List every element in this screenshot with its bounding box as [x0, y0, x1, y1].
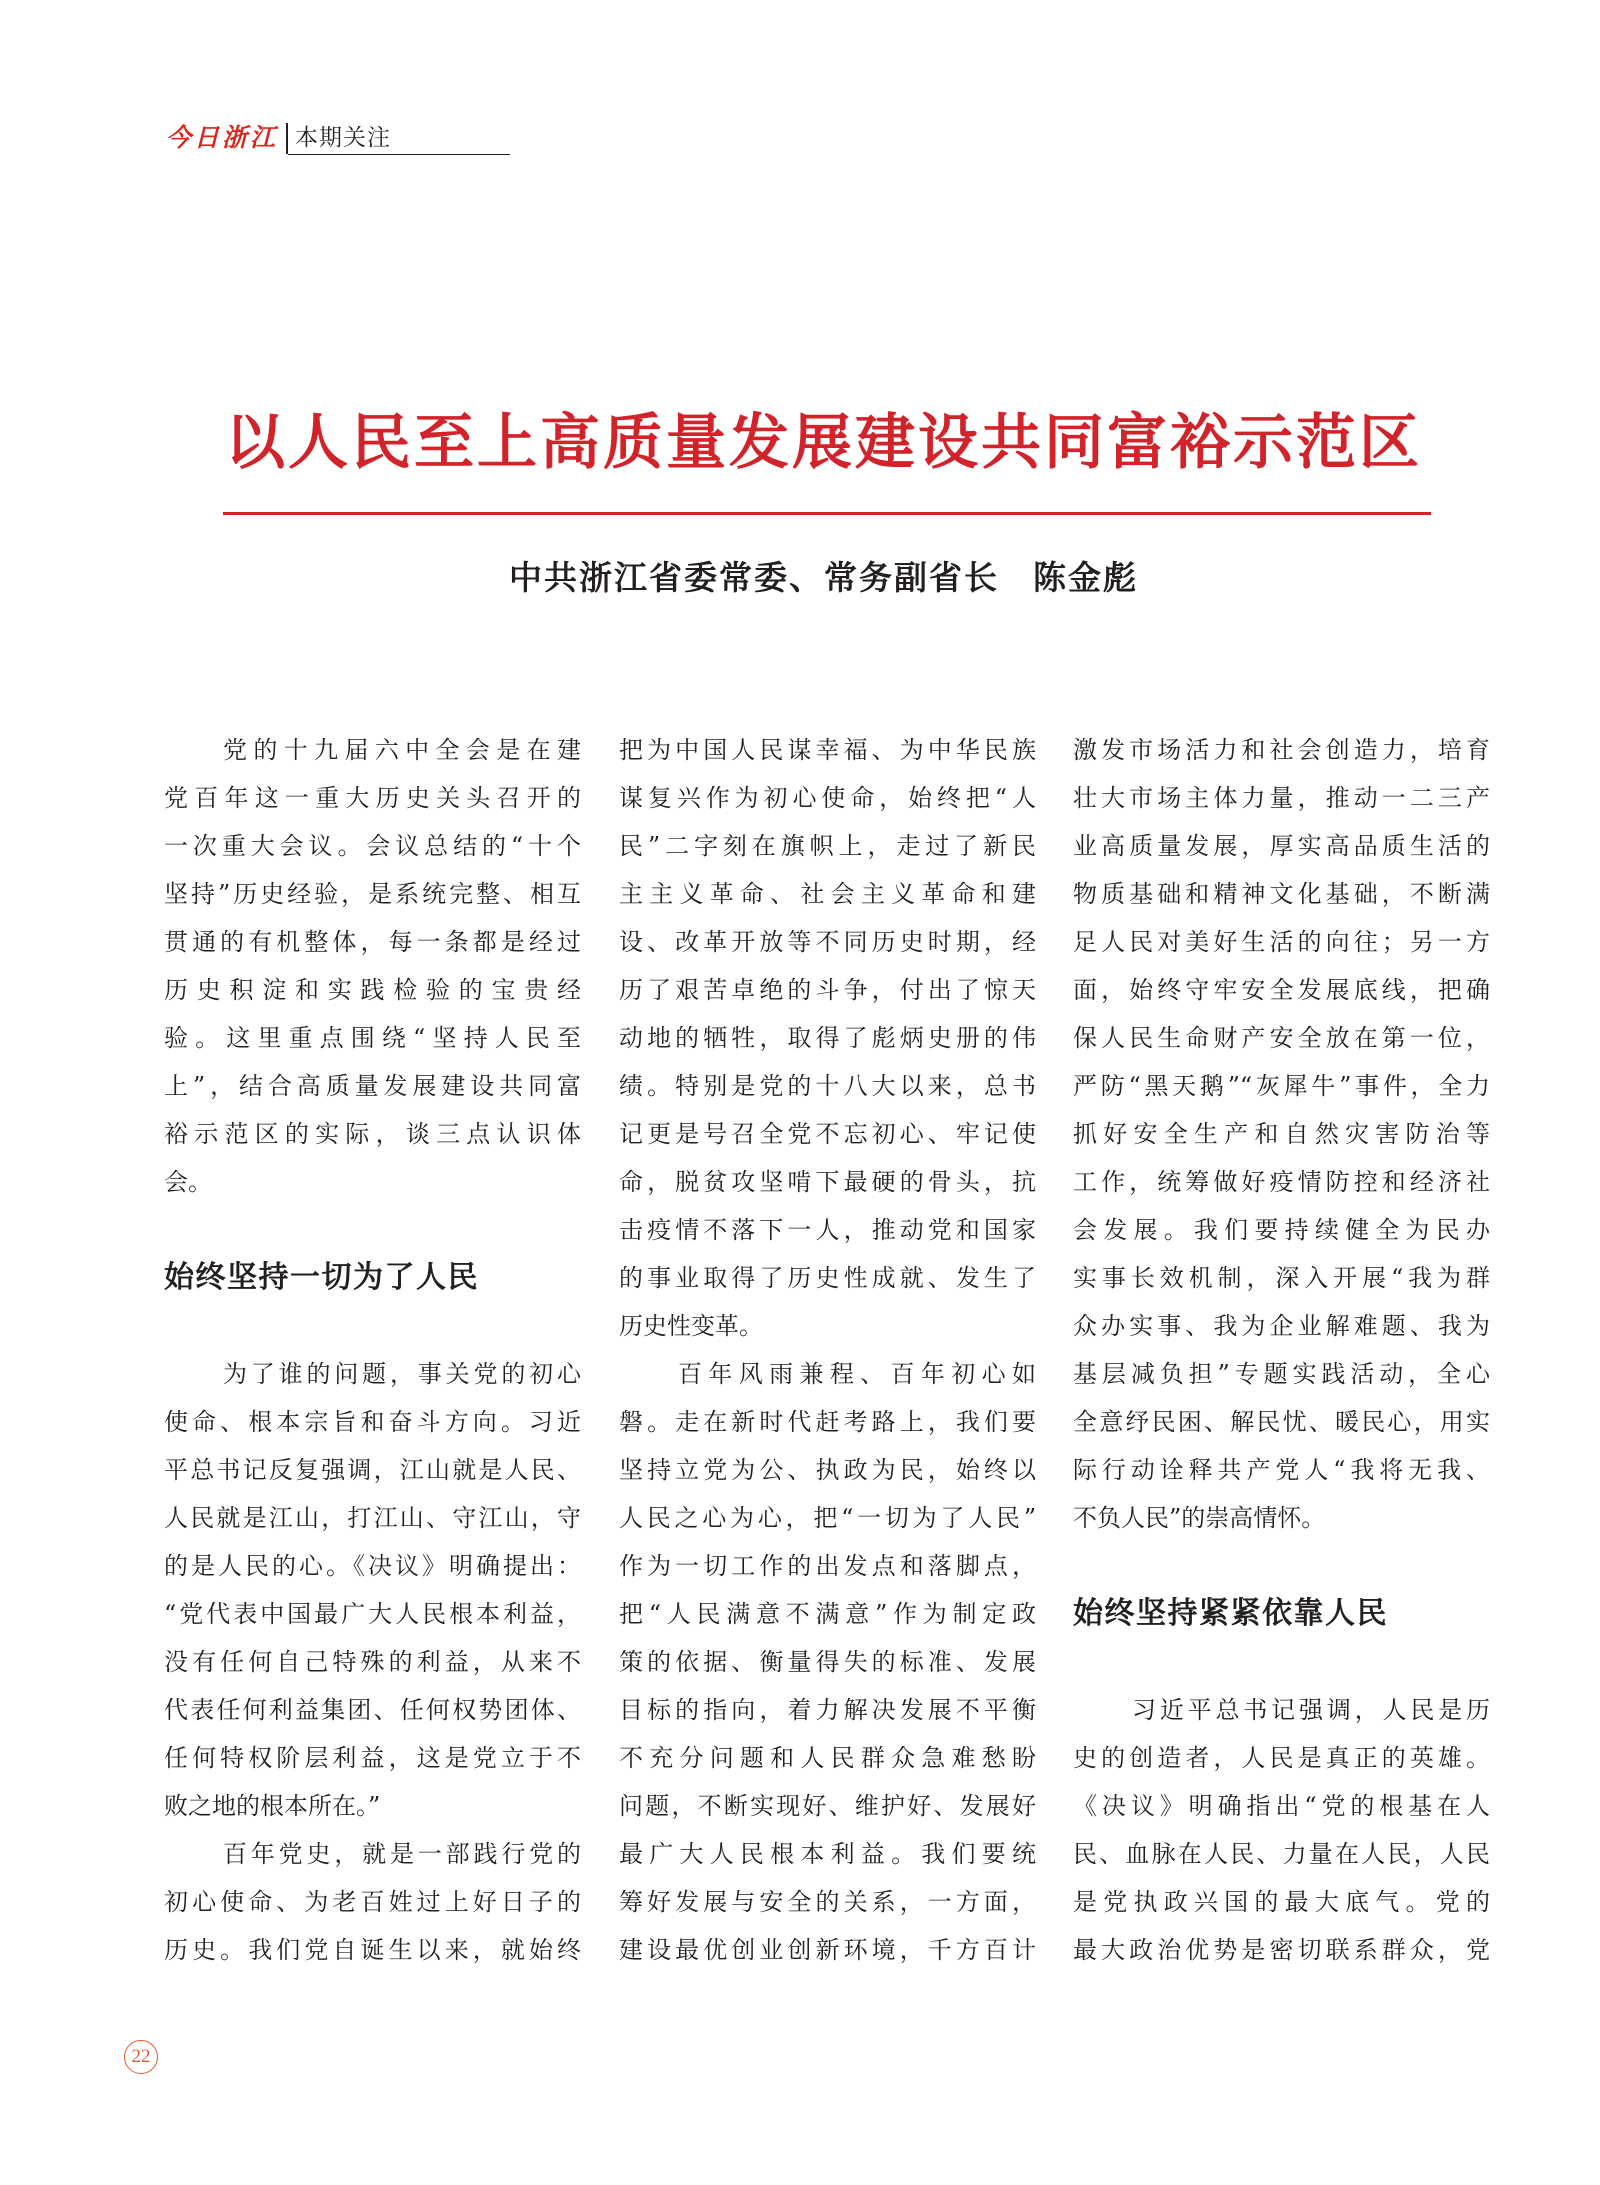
paragraph-line: 民、血脉在人民、力量在人民，人民	[1073, 1840, 1490, 1868]
paragraph-line: 设、改革开放等不同历史时期，经	[619, 928, 1036, 956]
paragraph-line: 记更是号召全党不忘初心、牢记使	[619, 1120, 1036, 1148]
article-column-2	[619, 726, 1036, 1974]
paragraph-line: 足人民对美好生活的向往；另一方	[1073, 928, 1490, 956]
paragraph-line: 建设最优创业创新环境，千方百计	[619, 1936, 1036, 1964]
paragraph-line: 历史积淀和实践检验的宝贵经	[164, 976, 581, 1004]
author-name: 陈金彪	[1033, 558, 1138, 597]
paragraph-line: 坚持立党为公、执政为民，始终以	[619, 1456, 1036, 1484]
article-column-3	[1073, 726, 1490, 1974]
article-title: 以人民至上高质量发展建设共同富裕示范区	[225, 408, 1422, 478]
paragraph-line: 是党执政兴国的最大底气。党的	[1073, 1888, 1490, 1916]
paragraph	[164, 1830, 581, 1974]
paragraph-line: 激发市场活力和社会创造力，培育	[1073, 736, 1490, 764]
paragraph-line: 党百年这一重大历史关头召开的	[164, 784, 581, 812]
author-position: 中共浙江省委常委、常务副省长	[509, 558, 999, 597]
paragraph-line: 人民就是江山，打江山、守江山，守	[164, 1504, 581, 1532]
paragraph-line: 命，脱贫攻坚啃下最硬的骨头，抗	[619, 1168, 1036, 1196]
paragraph-line: 保人民生命财产安全放在第一位，	[1073, 1024, 1490, 1052]
paragraph-line: 筹好发展与安全的关系，一方面，	[619, 1888, 1036, 1916]
section-label: 本期关注	[295, 125, 391, 151]
paragraph-line: 把为中国人民谋幸福、为中华民族	[619, 736, 1036, 764]
paragraph-line: 作为一切工作的出发点和落脚点，	[619, 1552, 1036, 1580]
paragraph-line: 人民之心为心，把“一切为了人民”	[619, 1504, 1036, 1532]
paragraph-line: 众办实事、我为企业解难题、我为	[1073, 1312, 1490, 1340]
paragraph-line: 历了艰苦卓绝的斗争，付出了惊天	[619, 976, 1036, 1004]
paragraph-line: 最广大人民根本利益。我们要统	[619, 1840, 1036, 1868]
paragraph-line: 平总书记反复强调，江山就是人民、	[164, 1456, 581, 1484]
paragraph-line: 习近平总书记强调，人民是历	[1132, 1696, 1490, 1724]
paragraph	[619, 1350, 1036, 1974]
paragraph-line: 业高质量发展，厚实高品质生活的	[1073, 832, 1490, 860]
paragraph-line: 动地的牺牲，取得了彪炳史册的伟	[619, 1024, 1036, 1052]
article-column-1	[164, 726, 581, 1974]
paragraph-line: 民”二字刻在旗帜上，走过了新民	[619, 832, 1036, 860]
paragraph-line: 党的十九届六中全会是在建	[223, 736, 581, 764]
paragraph-line: 没有任何自己特殊的利益，从来不	[164, 1648, 581, 1676]
paragraph-line: 的是人民的心。《决议》明确提出：	[164, 1552, 581, 1580]
paragraph-line: 不充分问题和人民群众急难愁盼	[619, 1744, 1036, 1772]
paragraph-line: 壮大市场主体力量，推动一二三产	[1073, 784, 1490, 812]
paragraph-line: 一次重大会议。会议总结的“十个	[164, 832, 581, 860]
byline	[509, 556, 1138, 600]
header-divider	[286, 123, 288, 154]
paragraph-line: 工作，统筹做好疫情防控和经济社	[1073, 1168, 1490, 1196]
header-underline	[288, 154, 510, 155]
paragraph-line: 磐。走在新时代赶考路上，我们要	[619, 1408, 1036, 1436]
paragraph-line: 上”，结合高质量发展建设共同富	[164, 1072, 581, 1100]
paragraph-line: 验。这里重点围绕“坚持人民至	[164, 1024, 581, 1052]
paragraph-line: 问题，不断实现好、维护好、发展好	[619, 1792, 1036, 1820]
paragraph	[1073, 1686, 1490, 1974]
paragraph-line: 严防“黑天鹅”“灰犀牛”事件，全力	[1073, 1072, 1490, 1100]
paragraph-line: 百年党史，就是一部践行党的	[223, 1840, 581, 1868]
magazine-logo: 今日浙江	[166, 123, 279, 152]
paragraph-line: 全意纾民困、解民忧、暖民心，用实	[1073, 1408, 1490, 1436]
paragraph-line: 把“人民满意不满意”作为制定政	[619, 1600, 1036, 1628]
paragraph-line: 初心使命、为老百姓过上好日子的	[164, 1888, 581, 1916]
paragraph-line: 基层减负担”专题实践活动，全心	[1073, 1360, 1490, 1388]
page-number: 22	[124, 2040, 158, 2074]
paragraph-line: 史的创造者，人民是真正的英雄。	[1073, 1744, 1490, 1772]
paragraph-line: 物质基础和精神文化基础，不断满	[1073, 880, 1490, 908]
paragraph-line: 策的依据、衡量得失的标准、发展	[619, 1648, 1036, 1676]
paragraph-line: 会。	[164, 1168, 212, 1196]
paragraph	[1073, 726, 1490, 1542]
paragraph-line: 目标的指向，着力解决发展不平衡	[619, 1696, 1036, 1724]
paragraph-line: 不负人民”的崇高情怀。	[1073, 1504, 1326, 1532]
paragraph-line: 历史。我们党自诞生以来，就始终	[164, 1936, 581, 1964]
paragraph-line: 谋复兴作为初心使命，始终把“人	[619, 784, 1036, 812]
paragraph-line: 最大政治优势是密切联系群众，党	[1073, 1936, 1490, 1964]
paragraph-line: 抓好安全生产和自然灾害防治等	[1073, 1120, 1490, 1148]
paragraph-line: 败之地的根本所在。”	[164, 1792, 381, 1820]
paragraph-line: 任何特权阶层利益，这是党立于不	[164, 1744, 581, 1772]
paragraph-line: 会发展。我们要持续健全为民办	[1073, 1216, 1490, 1244]
paragraph-line: 使命、根本宗旨和奋斗方向。习近	[164, 1408, 581, 1436]
paragraph-line: 裕示范区的实际，谈三点认识体	[164, 1120, 581, 1148]
paragraph-line: 百年风雨兼程、百年初心如	[678, 1360, 1036, 1388]
paragraph-line: 面，始终守牢安全发展底线，把确	[1073, 976, 1490, 1004]
section-heading: 始终坚持一切为了人民	[164, 1260, 479, 1295]
paragraph-line: 历史性变革。	[619, 1312, 763, 1340]
paragraph-line: 的事业取得了历史性成就、发生了	[619, 1264, 1036, 1292]
paragraph-line: 实事长效机制，深入开展“我为群	[1073, 1264, 1490, 1292]
section-heading: 始终坚持紧紧依靠人民	[1073, 1596, 1388, 1631]
paragraph-line: 击疫情不落下一人，推动党和国家	[619, 1216, 1036, 1244]
paragraph-line: 坚持”历史经验，是系统完整、相互	[164, 880, 581, 908]
paragraph	[619, 726, 1036, 1350]
paragraph-line: 《决议》明确指出“党的根基在人	[1073, 1792, 1490, 1820]
paragraph-line: “党代表中国最广大人民根本利益，	[164, 1600, 581, 1628]
title-rule	[223, 512, 1431, 515]
paragraph-line: 贯通的有机整体，每一条都是经过	[164, 928, 581, 956]
paragraph-line: 主主义革命、社会主义革命和建	[619, 880, 1036, 908]
paragraph-line: 代表任何利益集团、任何权势团体、	[164, 1696, 581, 1724]
paragraph-line: 绩。特别是党的十八大以来，总书	[619, 1072, 1036, 1100]
paragraph	[164, 1350, 581, 1830]
paragraph-line: 为了谁的问题，事关党的初心	[223, 1360, 581, 1388]
paragraph	[164, 726, 581, 1206]
paragraph-line: 际行动诠释共产党人“我将无我、	[1073, 1456, 1490, 1484]
